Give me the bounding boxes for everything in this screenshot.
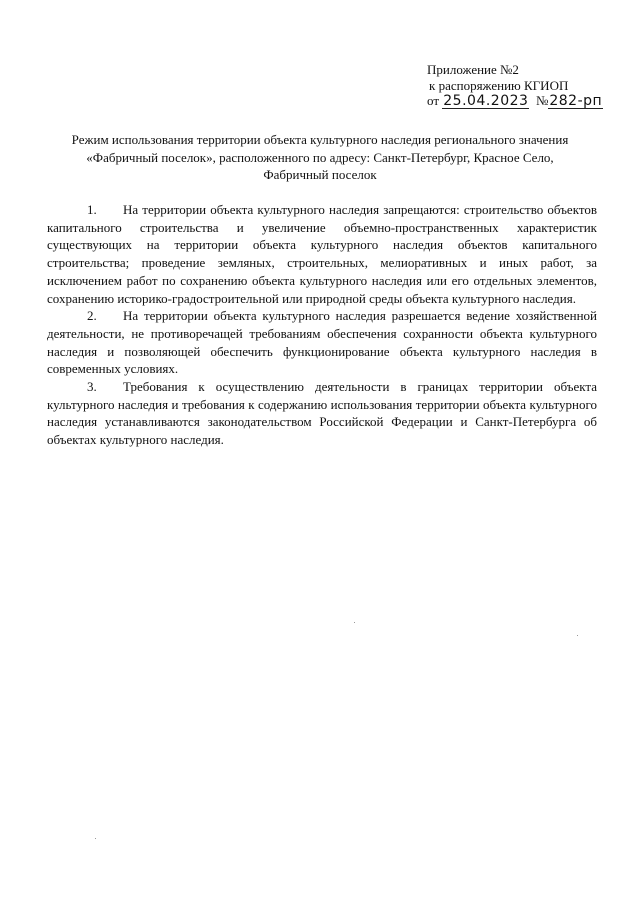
title-line-1: Режим использования территории объекта культурного наследия регионального значения <box>71 132 569 147</box>
appendix-title: Приложение №2 <box>427 62 519 77</box>
paragraph-number: 2. <box>87 308 97 324</box>
scan-speck <box>354 622 355 623</box>
scan-speck <box>95 838 96 839</box>
date-prefix: от <box>427 93 440 108</box>
handwritten-order-number: 282-рп <box>549 93 603 109</box>
appendix-date-number-line <box>427 93 603 109</box>
paragraph-text: На территории объекта культурного наследия запрещаются: строительство объектов капитального строительства и увеличение объемно-пространственных характеристик существующих на территории объекта культурного наследия объектов капитального строительства; проведение земляных, строительных, мелиоративных и иных работ, за исключением работ по сохранению объекта культурного наследия или его отдельных элементов, сохранению историко-градостроительной или природной среды объекта культурного наследия. <box>47 202 597 306</box>
handwritten-date: 25.04.2023 <box>443 93 529 109</box>
title-line-3: Фабричный поселок <box>263 167 377 182</box>
paragraph-2 <box>47 307 597 378</box>
title-line-2: «Фабричный поселок», расположенного по адресу: Санкт-Петербург, Красное Село, <box>86 149 554 165</box>
paragraph-text: Требования к осуществлению деятельности в границах территории объекта культурного наследия и требования к содержанию использования территории объекта культурного наследия устанавливаются законодательством Российской Федерации и Санкт-Петербурга об объектах культурного наследия. <box>47 379 597 448</box>
appendix-order-reference: к распоряжению КГИОП <box>429 77 569 93</box>
paragraph-text: На территории объекта культурного наследия разрешается ведение хозяйственной деятельности, не противоречащей требованиям обеспечения сохранности объекта культурного наследия и позволяющей обеспечить функционирование объекта культурного наследия в современных условиях. <box>47 308 597 377</box>
document-title <box>60 131 580 184</box>
paragraph-3 <box>47 378 597 449</box>
scan-speck <box>577 635 578 636</box>
document-body <box>47 201 597 449</box>
appendix-header <box>427 62 603 109</box>
paragraph-1 <box>47 201 597 307</box>
paragraph-number: 3. <box>87 379 97 395</box>
number-prefix: № <box>535 93 549 108</box>
paragraph-number: 1. <box>87 202 97 217</box>
